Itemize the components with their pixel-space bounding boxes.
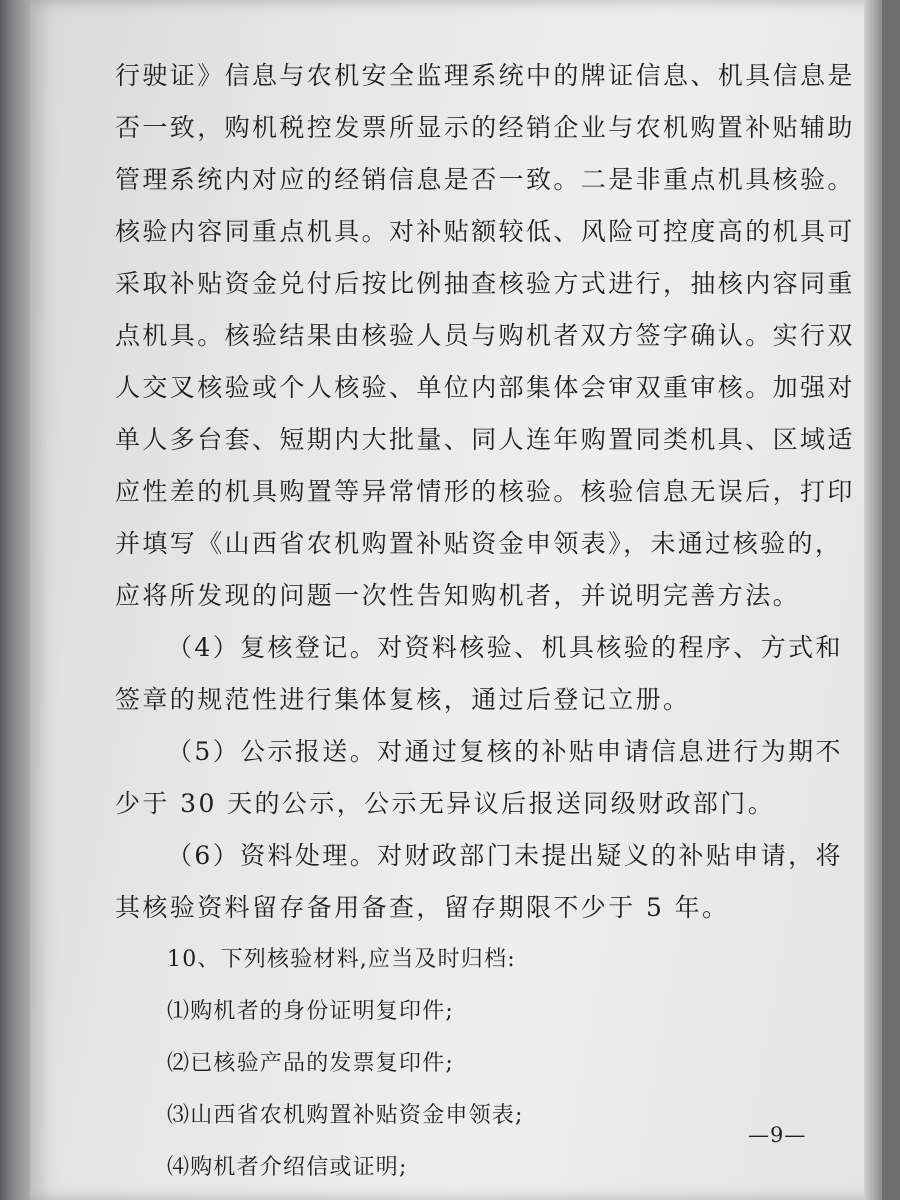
text-line-22: ⑷购机者介绍信或证明; — [167, 1155, 408, 1180]
text-line-14: （5）公示报送。对通过复核的补贴申请信息进行为期不 — [167, 737, 843, 766]
text-line-21: ⑶山西省农机购置补贴资金申领表; — [167, 1103, 524, 1128]
text-line-16: （6）资料处理。对财政部门未提出疑义的补贴申请，将 — [167, 841, 843, 870]
text-line-8: 单人多台套、短期内大批量、同人连年购置同类机具、区域适 — [115, 425, 855, 454]
text-line-20: ⑵已核验产品的发票复印件; — [167, 1051, 455, 1076]
text-line-1: 行驶证》信息与农机安全监理系统中的牌证信息、机具信息是 — [115, 61, 855, 90]
text-line-15: 少于 30 天的公示，公示无异议后报送同级财政部门。 — [115, 789, 776, 818]
text-line-7: 人交叉核验或个人核验、单位内部集体会审双重审核。加强对 — [115, 373, 855, 402]
text-line-4: 核验内容同重点机具。对补贴额较低、风险可控度高的机具可 — [115, 217, 855, 246]
document-body — [115, 50, 855, 1194]
text-line-6: 点机具。核验结果由核验人员与购机者双方签字确认。实行双 — [115, 321, 855, 350]
text-line-12: （4）复核登记。对资料核验、机具核验的程序、方式和 — [167, 633, 843, 662]
text-line-18: 10、下列核验材料,应当及时归档: — [167, 947, 516, 972]
text-line-13: 签章的规范性进行集体复核，通过后登记立册。 — [115, 685, 691, 714]
text-line-5: 采取补贴资金兑付后按比例抽查核验方式进行，抽核内容同重 — [115, 269, 855, 298]
text-line-2: 否一致，购机税控发票所显示的经销企业与农机购置补贴辅助 — [115, 113, 855, 142]
text-line-17: 其核验资料留存备用备查，留存期限不少于 5 年。 — [115, 893, 730, 922]
text-line-3: 管理系统内对应的经销信息是否一致。二是非重点机具核验。 — [115, 165, 855, 194]
text-line-9: 应性差的机具购置等异常情形的核验。核验信息无误后，打印 — [115, 477, 855, 506]
page-edge — [864, 0, 882, 1200]
document-page — [30, 0, 882, 1200]
text-line-11: 应将所发现的问题一次性告知购机者，并说明完善方法。 — [115, 581, 801, 610]
text-line-19: ⑴购机者的身份证明复印件; — [167, 999, 455, 1024]
text-line-10: 并填写《山西省农机购置补贴资金申领表》，未通过核验的， — [115, 529, 843, 558]
page-number: —9— — [748, 1123, 807, 1147]
